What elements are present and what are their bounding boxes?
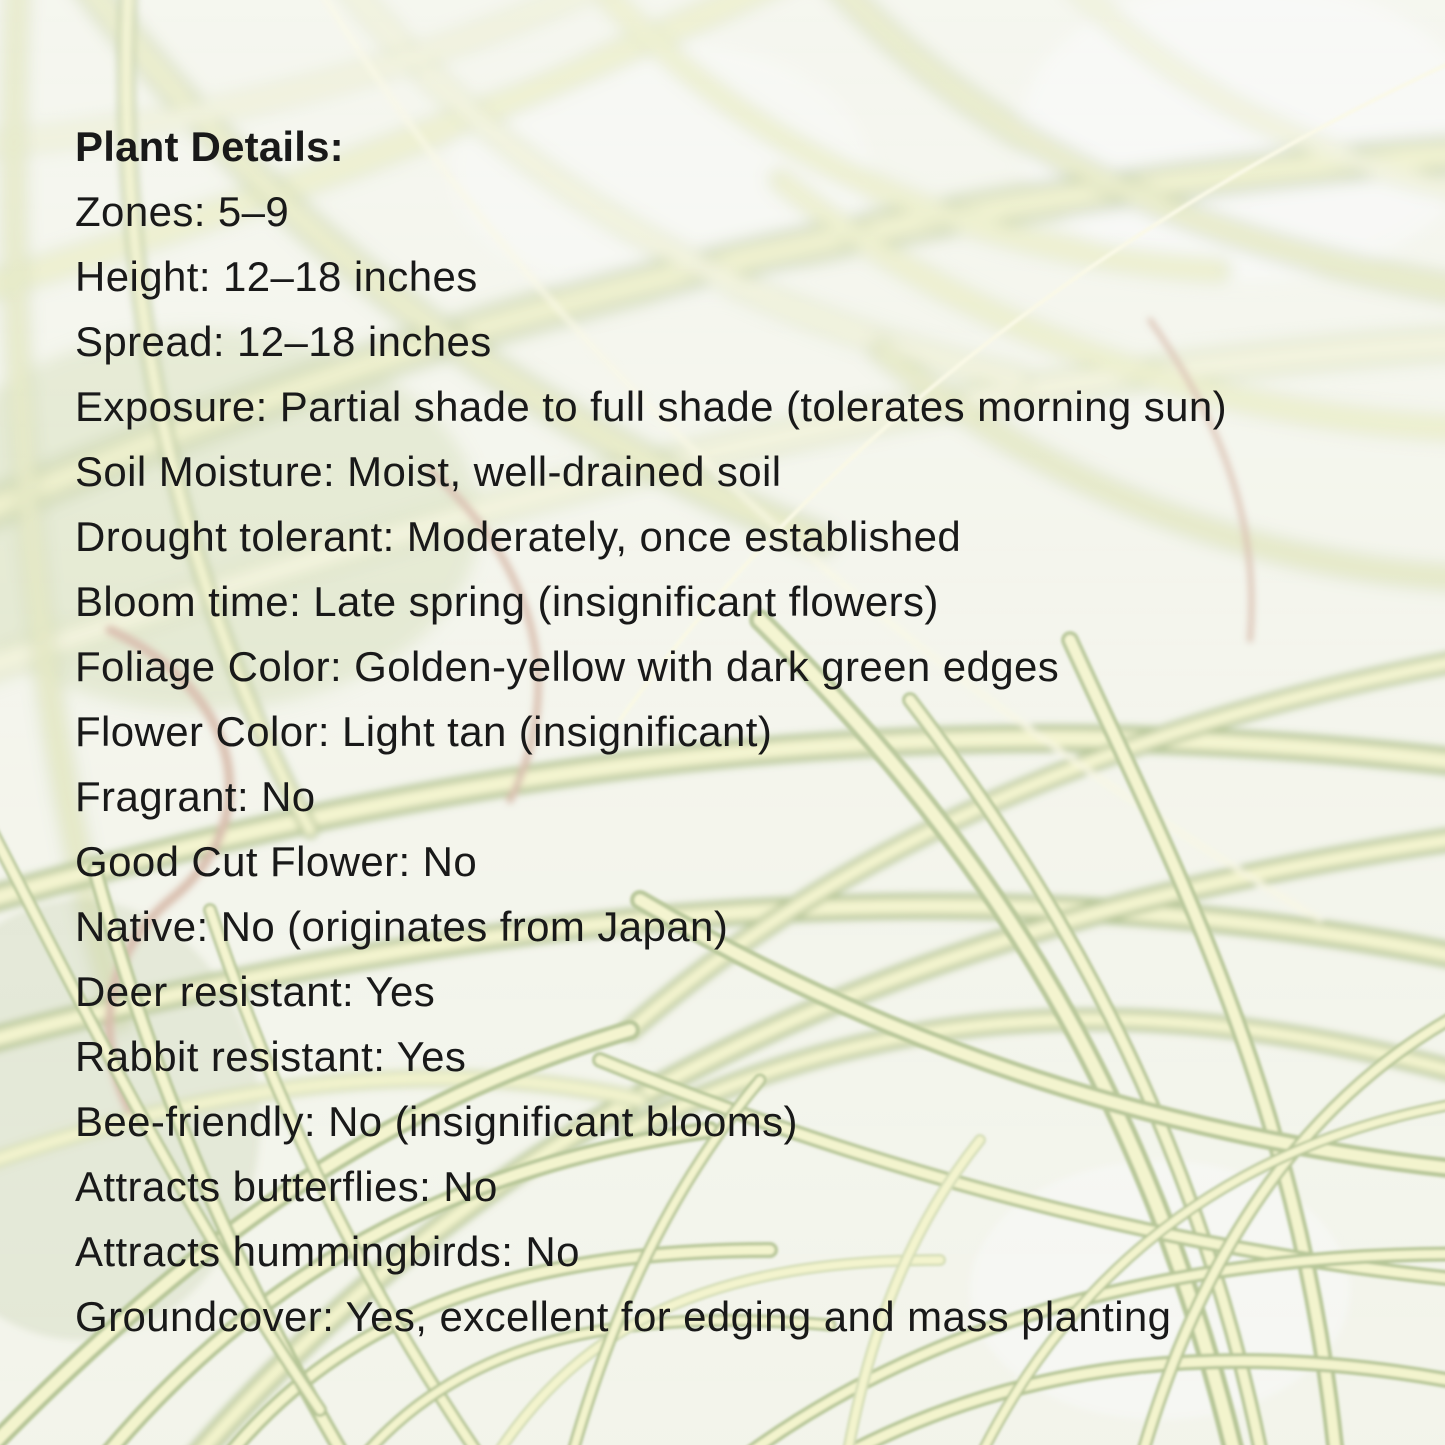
detail-line-native	[75, 894, 1227, 959]
detail-value: 5–9	[217, 188, 290, 235]
detail-label: Rabbit resistant	[75, 1033, 374, 1080]
detail-value: Golden-yellow with dark green edges	[354, 643, 1060, 690]
detail-value: No	[422, 838, 478, 885]
detail-value: No	[525, 1228, 580, 1275]
detail-label: Bloom time	[75, 578, 290, 625]
detail-value: Partial shade to full shade (tolerates morning sun)	[279, 383, 1228, 430]
detail-line-zones	[75, 179, 1227, 244]
detail-line-height	[75, 244, 1227, 309]
detail-label: Native	[75, 903, 197, 950]
label-separator: :	[303, 1098, 329, 1145]
detail-value: Light tan (insignificant)	[342, 708, 773, 755]
label-separator: :	[196, 903, 221, 950]
label-separator: :	[398, 838, 423, 885]
detail-label: Attracts hummingbirds	[75, 1228, 502, 1275]
detail-label: Flower Color	[75, 708, 318, 755]
detail-label: Height	[75, 253, 199, 300]
plant-details-card	[75, 114, 1227, 1349]
detail-line-groundcover	[75, 1284, 1227, 1349]
label-separator: :	[255, 383, 280, 430]
detail-line-good-cut-flower	[75, 829, 1227, 894]
label-separator: :	[317, 708, 342, 755]
detail-value: Yes	[396, 1033, 467, 1080]
detail-line-rabbit-resistant	[75, 1024, 1227, 1089]
label-separator: :	[373, 1033, 397, 1080]
detail-label: Foliage Color	[75, 643, 330, 690]
detail-value: No	[443, 1163, 498, 1210]
detail-value: 12–18 inches	[222, 253, 478, 300]
detail-label: Deer resistant	[75, 968, 343, 1015]
detail-label: Fragrant	[75, 773, 237, 820]
detail-label: Good Cut Flower	[75, 838, 399, 885]
detail-label: Spread	[75, 318, 213, 365]
detail-label: Attracts butterflies	[75, 1163, 420, 1210]
detail-value: Late spring (insignificant flowers)	[313, 578, 939, 625]
detail-label: Drought tolerant	[75, 513, 383, 560]
detail-line-bloom-time	[75, 569, 1227, 634]
detail-line-flower-color	[75, 699, 1227, 764]
page-title: Plant Details:	[75, 123, 344, 170]
detail-value: No	[261, 773, 316, 820]
detail-line-drought-tolerant	[75, 504, 1227, 569]
detail-label: Groundcover	[75, 1293, 323, 1340]
detail-line-attracts-hummingbirds	[75, 1219, 1227, 1284]
label-separator: :	[212, 318, 237, 365]
detail-line-deer-resistant	[75, 959, 1227, 1024]
label-separator: :	[322, 448, 348, 495]
detail-value: Yes, excellent for edging and mass planting	[345, 1293, 1172, 1340]
label-separator: :	[236, 773, 262, 820]
label-separator: :	[501, 1228, 526, 1275]
detail-line-spread	[75, 309, 1227, 374]
detail-label: Exposure	[75, 383, 256, 430]
detail-line-fragrant	[75, 764, 1227, 829]
detail-value: Moderately, once established	[406, 513, 962, 560]
label-separator: :	[198, 253, 223, 300]
detail-line-exposure	[75, 374, 1227, 439]
detail-label: Soil Moisture	[75, 448, 323, 495]
label-separator: :	[382, 513, 407, 560]
label-separator: :	[419, 1163, 444, 1210]
detail-value: Yes	[365, 968, 436, 1015]
detail-line-bee-friendly	[75, 1089, 1227, 1154]
detail-value: Moist, well-drained soil	[347, 448, 782, 495]
detail-line-attracts-butterflies	[75, 1154, 1227, 1219]
detail-label: Bee-friendly	[75, 1098, 304, 1145]
detail-value: No (originates from Japan)	[220, 903, 729, 950]
label-separator: :	[330, 643, 355, 690]
label-separator: :	[193, 188, 218, 235]
detail-value: 12–18 inches	[236, 318, 492, 365]
detail-label: Zones	[75, 188, 194, 235]
detail-value: No (insignificant blooms)	[328, 1098, 798, 1145]
label-separator: :	[289, 578, 314, 625]
detail-line-foliage-color	[75, 634, 1227, 699]
label-separator: :	[322, 1293, 346, 1340]
label-separator: :	[342, 968, 366, 1015]
detail-line-soil-moisture	[75, 439, 1227, 504]
